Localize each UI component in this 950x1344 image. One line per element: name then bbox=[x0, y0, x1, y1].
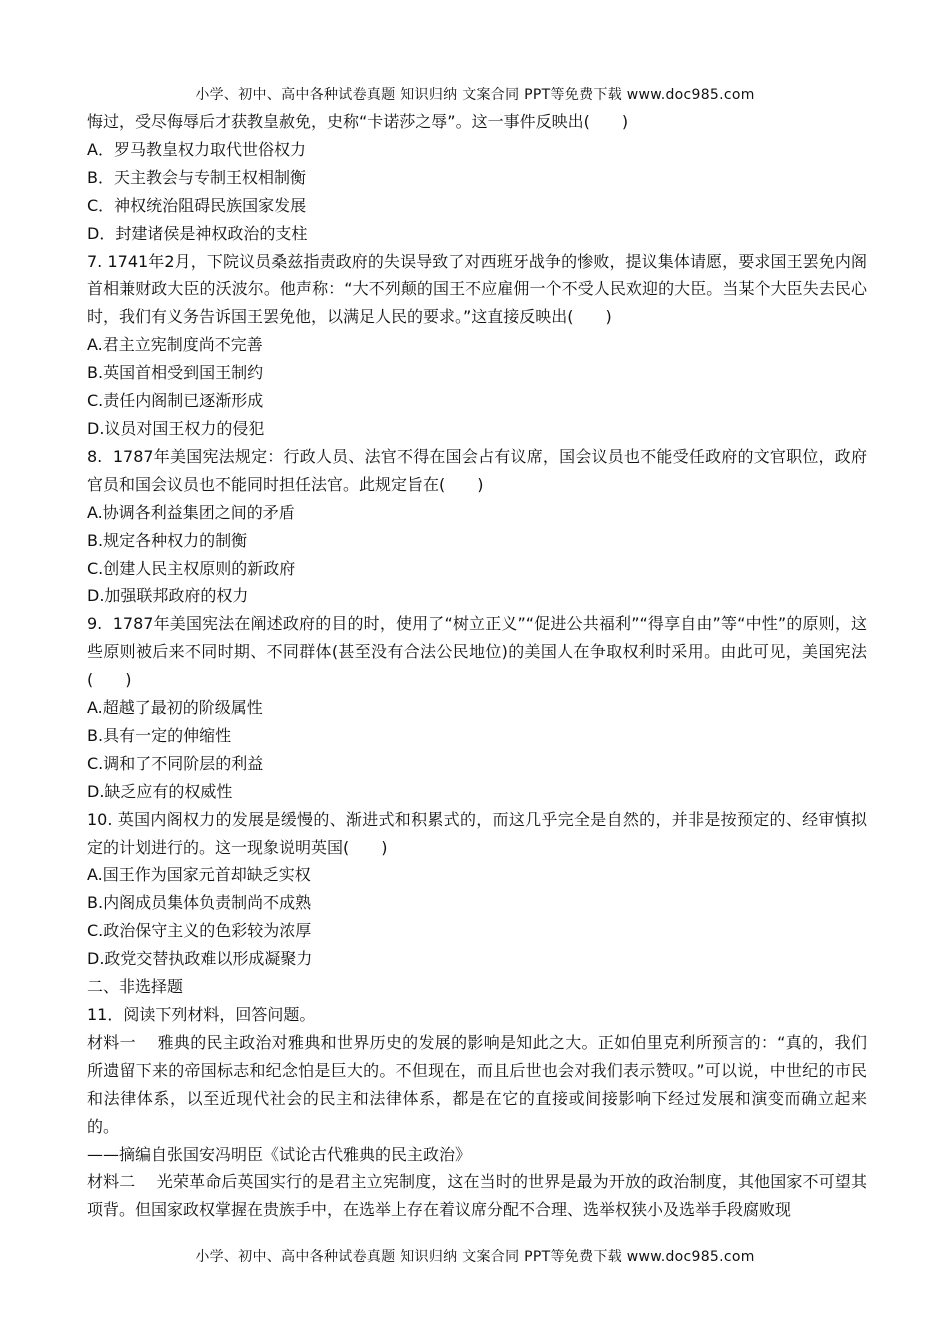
q8-option-a: A.协调各利益集团之间的矛盾 bbox=[87, 502, 295, 522]
q9-option-d: D.缺乏应有的权威性 bbox=[87, 781, 233, 801]
q9-stem: 9. 1787年美国宪法在阐述政府的目的时，使用了“树立正义”“促进公共福利”“得享自由”等“中性”的原则，这些原则被后来不同时期、不同群体(甚至没有合法公民地位)的美国人在争取权利时采用。由此可见，美国宪法( ) bbox=[87, 614, 867, 690]
q7-option-d: D.议员对国王权力的侵犯 bbox=[87, 418, 265, 438]
document-body bbox=[87, 108, 867, 1224]
page-footer: 小学、初中、高中各种试卷真题 知识归纳 文案合同 PPT等免费下载 www.doc985.com bbox=[195, 1249, 755, 1265]
q8-stem: 8. 1787年美国宪法规定：行政人员、法官不得在国会占有议席，国会议员也不能受任政府的文官职位，政府官员和国会议员也不能同时担任法官。此规定旨在( ) bbox=[87, 446, 867, 494]
section-title: 二、非选择题 bbox=[87, 977, 184, 997]
q7-option-c: C.责任内阁制已逐渐形成 bbox=[87, 391, 264, 411]
material-1-source: ——摘编自张国安冯明臣《试论古代雅典的民主政治》 bbox=[87, 1144, 472, 1164]
q10-option-c: C.政治保守主义的色彩较为浓厚 bbox=[87, 921, 312, 941]
material-2: 材料二 光荣革命后英国实行的是君主立宪制度，这在当时的世界是最为开放的政治制度，其他国家不可望其项背。但国家政权掌握在贵族手中，在选举上存在着议席分配不合理、选举权狭小及选举手段腐败现 bbox=[87, 1172, 867, 1220]
q6-option-b: B．天主教会与专制王权相制衡 bbox=[87, 167, 306, 187]
q9-option-b: B.具有一定的伸缩性 bbox=[87, 725, 232, 745]
q7-option-b: B.英国首相受到国王制约 bbox=[87, 363, 264, 383]
q6-option-c: C．神权统治阻碍民族国家发展 bbox=[87, 195, 307, 215]
q8-option-b: B.规定各种权力的制衡 bbox=[87, 530, 248, 550]
q10-option-b: B.内阁成员集体负责制尚不成熟 bbox=[87, 893, 312, 913]
material-1: 材料一 雅典的民主政治对雅典和世界历史的发展的影响是知此之大。正如伯里克利所预言的：“真的，我们所遗留下来的帝国标志和纪念怕是巨大的。不但现在，而且后世也会对我们表示赞叹。”可以说，中世纪的市民和法律体系，以至近现代社会的民主和法律体系，都是在它的直接或间接影响下经过发展和演变而确立起来的。 bbox=[87, 1032, 867, 1136]
q6-stem-continuation: 悔过，受尽侮辱后才获教皇赦免，史称“卡诺莎之辱”。这一事件反映出( ) bbox=[87, 112, 629, 131]
q8-option-c: C.创建人民主权原则的新政府 bbox=[87, 558, 296, 578]
page-header: 小学、初中、高中各种试卷真题 知识归纳 文案合同 PPT等免费下载 www.doc985.com bbox=[195, 87, 755, 103]
q9-option-c: C.调和了不同阶层的利益 bbox=[87, 753, 264, 773]
q9-option-a: A.超越了最初的阶级属性 bbox=[87, 698, 263, 718]
q6-option-a: A．罗马教皇权力取代世俗权力 bbox=[87, 139, 306, 159]
q7-option-a: A.君主立宪制度尚不完善 bbox=[87, 335, 263, 355]
q6-option-d: D．封建诸侯是神权政治的支柱 bbox=[87, 223, 308, 243]
q10-option-d: D.政党交替执政难以形成凝聚力 bbox=[87, 949, 313, 969]
q7-stem: 7. 1741年2月，下院议员桑兹指责政府的失误导致了对西班牙战争的惨败，提议集体请愿，要求国王罢免内阁首相兼财政大臣的沃波尔。他声称：“大不列颠的国王不应雇佣一个不受人民欢迎的大臣。当某个大臣失去民心时，我们有义务告诉国王罢免他，以满足人民的要求。”这直接反映出( ) bbox=[87, 251, 867, 327]
q11-intro: 11．阅读下列材料，回答问题。 bbox=[87, 1005, 316, 1024]
q10-stem: 10. 英国内阁权力的发展是缓慢的、渐进式和积累式的，而这几乎完全是自然的，并非是按预定的、经审慎拟定的计划进行的。这一现象说明英国( ) bbox=[87, 809, 867, 857]
q8-option-d: D.加强联邦政府的权力 bbox=[87, 586, 249, 606]
q10-option-a: A.国王作为国家元首却缺乏实权 bbox=[87, 865, 311, 885]
